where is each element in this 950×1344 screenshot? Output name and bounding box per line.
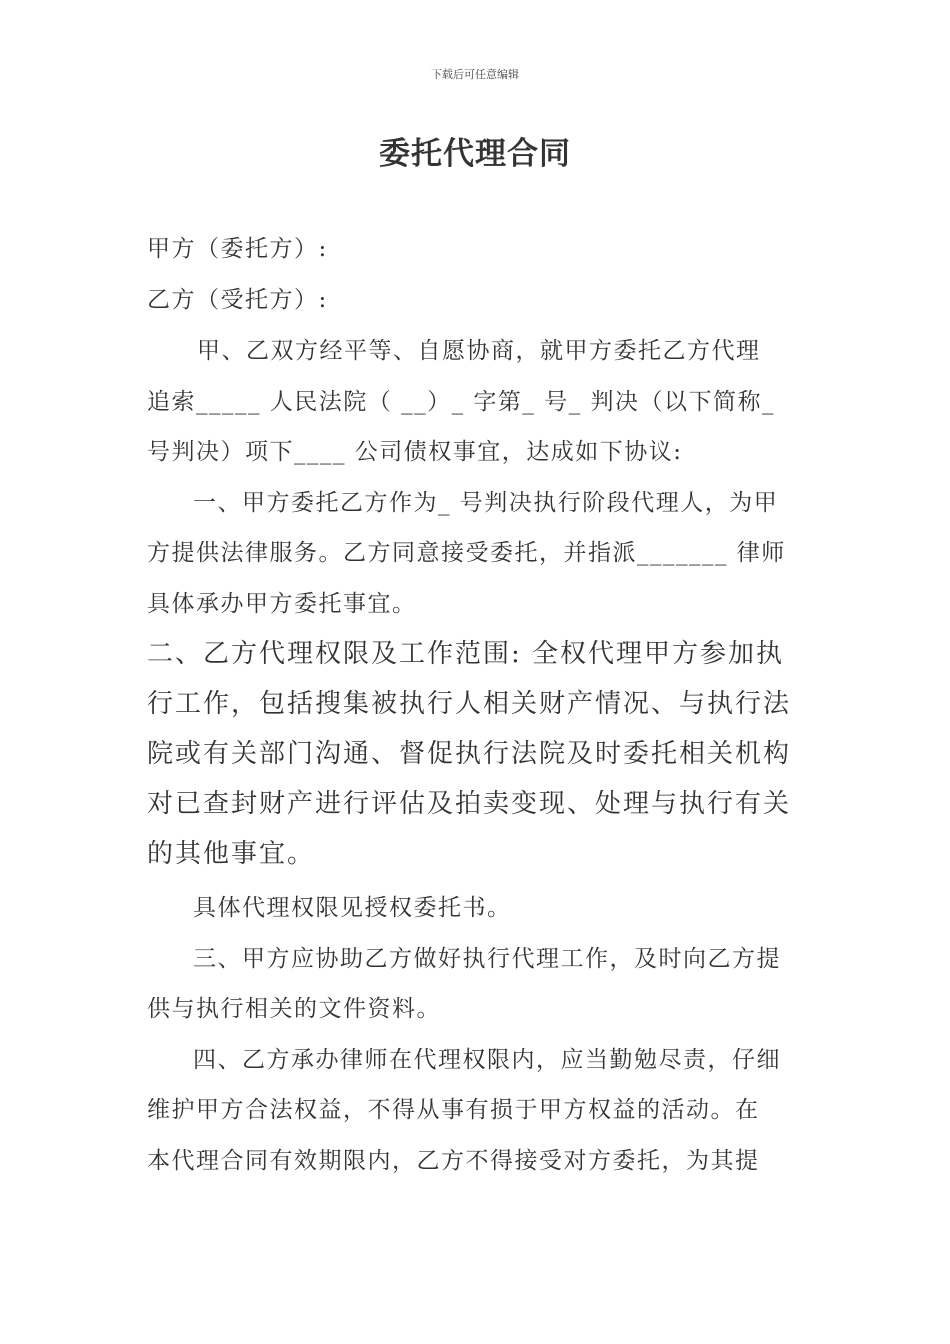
clause-3-line: 三、甲方应协助乙方做好执行代理工作，及时向乙方提 [193,945,781,972]
party-a-line: 甲方（委托方）: [147,236,328,262]
intro-line: 追索_____ 人民法院（ __）_ 字第_ 号_ 判决（以下简称_ [147,388,776,415]
clause-4-line: 四、乙方承办律师在代理权限内，应当勤勉尽责，仔细 [193,1046,781,1073]
clause-1-line: 一、甲方委托乙方作为_ 号判决执行阶段代理人，为甲 [193,489,779,516]
contract-body [147,230,807,1192]
intro-line: 甲、乙双方经平等、自愿协商，就甲方委托乙方代理 [197,338,761,364]
document-title: 委托代理合同 [379,136,571,172]
clause-2-note: 具体代理权限见授权委托书。 [193,895,512,921]
clause-1-line: 方提供法律服务。乙方同意接受委托，并指派_______ 律师 [147,540,786,566]
clause-4-line: 本代理合同有效期限内，乙方不得接受对方委托，为其提 [147,1147,760,1174]
clause-2-line: 院或有关部门沟通、督促执行法院及时委托相关机构 [147,739,792,769]
clause-2-line: 二、乙方代理权限及工作范围: 全权代理甲方参加执 [147,639,785,669]
clause-2-line: 对已查封财产进行评估及拍卖变现、处理与执行有关 [147,789,792,819]
clause-2-line: 行工作，包括搜集被执行人相关财产情况、与执行法 [147,689,792,719]
clause-3-line: 供与执行相关的文件资料。 [147,996,441,1022]
header-note: 下载后可任意编辑 [431,68,519,81]
clause-1-line: 具体承办甲方委托事宜。 [147,590,417,617]
clause-2-line: 的其他事宜。 [147,839,316,869]
intro-line: 号判决）项下____ 公司债权事宜，达成如下协议: [147,439,683,465]
clause-4-line: 维护甲方合法权益，不得从事有损于甲方权益的活动。在 [147,1097,760,1123]
party-b-line: 乙方（受托方）: [147,287,328,313]
